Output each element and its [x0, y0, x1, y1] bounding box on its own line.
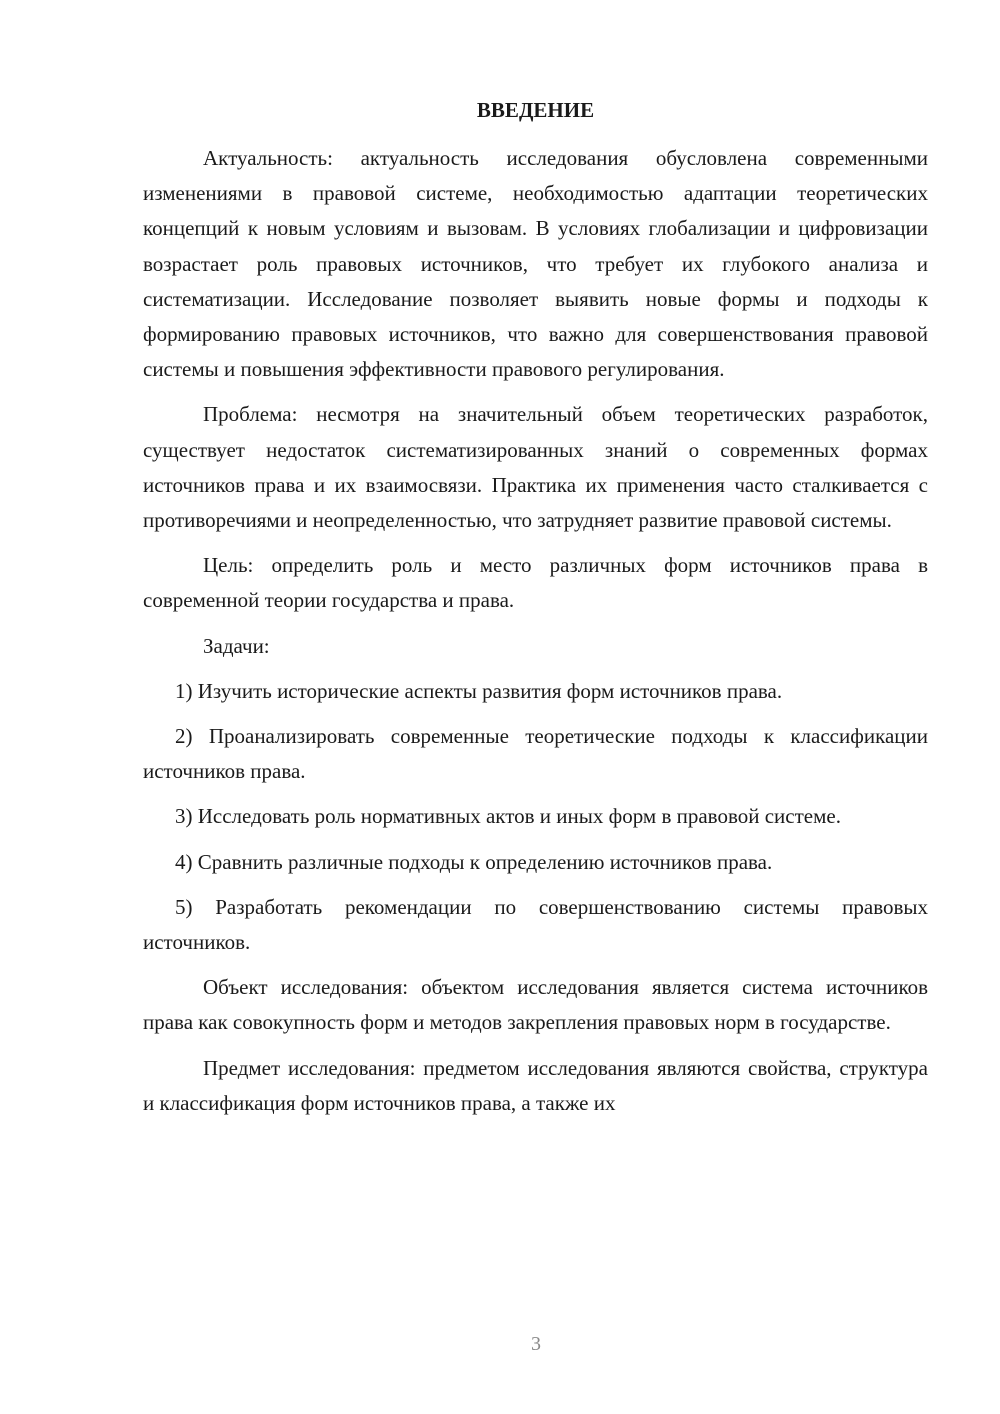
tasks-heading: Задачи:	[203, 633, 270, 658]
object-paragraph: Объект исследования: объектом исследования является система источников права как совокупность форм и методов закрепления правовых норм в государстве.	[143, 975, 928, 1035]
subject-paragraph: Предмет исследования: предметом исследования являются свойства, структура и классификация форм источников права, а также их	[143, 1055, 928, 1115]
page-number: 3	[531, 1333, 541, 1355]
page-title: ВВЕДЕНИЕ	[476, 98, 595, 122]
goal-paragraph: Цель: определить роль и место различных форм источников права в современной теории государства и права.	[143, 553, 928, 613]
problem-paragraph: Проблема: несмотря на значительный объем теоретических разработок, существует недостаток систематизированных знаний о современных формах источников права и их взаимосвязи. Практика их применения часто сталкивается с противоречиями и неопределенностью, что затрудняет развитие правовой системы.	[143, 402, 928, 533]
task-item-5: 5) Разработать рекомендации по совершенствованию системы правовых источников.	[143, 894, 928, 955]
document-page	[143, 96, 928, 1131]
task-item-3: 3) Исследовать роль нормативных актов и иных форм в правовой системе.	[175, 804, 841, 829]
relevance-paragraph: Актуальность: актуальность исследования обусловлена современными изменениями в правовой системе, необходимостью адаптации теоретических концепций к новым условиям и вызовам. В условиях глобализации и цифровизации возрастает роль правовых источников, что требует их глубокого анализа и систематизации. Исследование позволяет выявить новые формы и подходы к формированию правовых источников, что важно для совершенствования правовой системы и повышения эффективности правового регулирования.	[143, 146, 928, 382]
task-item-4: 4) Сравнить различные подходы к определению источников права.	[175, 849, 773, 874]
task-item-2: 2) Проанализировать современные теоретические подходы к классификации источников права.	[143, 724, 928, 784]
task-item-1: 1) Изучить исторические аспекты развития форм источников права.	[175, 678, 783, 703]
